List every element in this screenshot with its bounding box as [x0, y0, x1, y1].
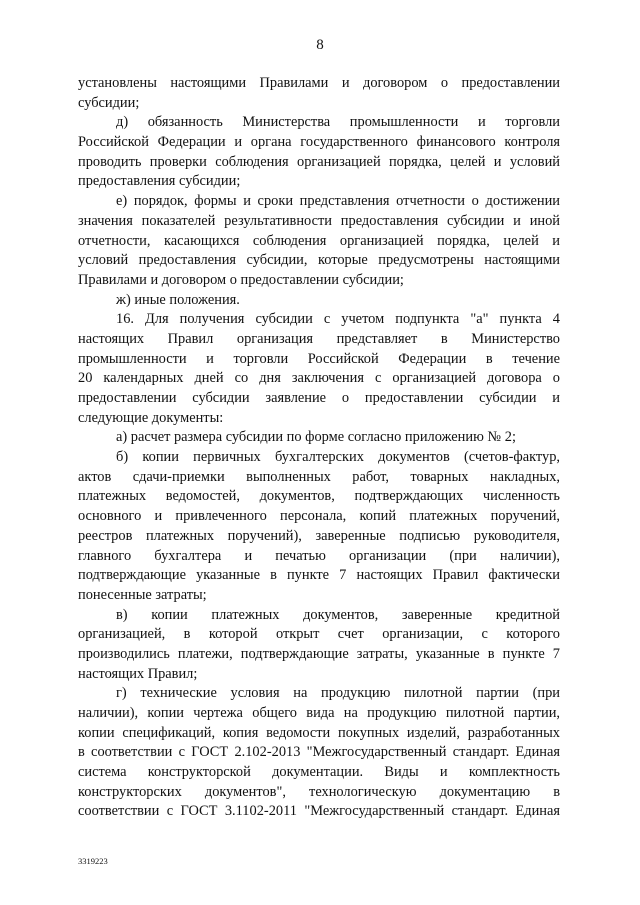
text-line: 16. Для получения субсидии с учетом подпункта "а" пункта 4: [116, 311, 560, 328]
document-body: [78, 74, 560, 822]
text-line: предоставления субсидии;: [78, 173, 241, 190]
paragraph: [78, 291, 560, 311]
page-number: 8: [316, 37, 324, 53]
text-line: в) копии платежных документов, заверенные кредитной: [116, 606, 560, 623]
paragraph: [78, 428, 560, 448]
paragraph: [78, 74, 560, 113]
text-line: б) копии первичных бухгалтерских документов (счетов-фактур,: [116, 449, 560, 466]
document-code: 3319223: [78, 856, 108, 866]
text-line: подтверждающие указанные в пункте 7 настоящих Правил фактически: [78, 567, 560, 584]
text-line: а) расчет размера субсидии по форме согласно приложению № 2;: [116, 429, 516, 446]
text-line: настоящих Правил;: [78, 665, 198, 682]
text-line: значения показателей результативности предоставления субсидии и иной: [78, 212, 560, 229]
text-line: производились платежи, подтверждающие затраты, указанные в пункте 7: [78, 645, 560, 662]
text-line: актов сдачи-приемки выполненных работ, товарных накладных,: [78, 468, 560, 485]
text-line: главного бухгалтера и печатью организации (при наличии),: [78, 547, 560, 564]
paragraph: [78, 684, 560, 822]
text-line: проводить проверки соблюдения организацией порядка, целей и условий: [78, 153, 560, 170]
paragraph: [78, 310, 560, 428]
text-line: реестров платежных поручений), заверенные подписью руководителя,: [78, 527, 560, 544]
paragraph: [78, 113, 560, 192]
text-line: Правилами и договором о предоставлении субсидии;: [78, 271, 404, 288]
text-line: установлены настоящими Правилами и договором о предоставлении: [78, 75, 560, 91]
text-line: 20 календарных дней со дня заключения с организацией договора о: [78, 370, 560, 387]
text-line: в соответствии с ГОСТ 2.102-2013 "Межгосударственный стандарт. Единая: [78, 744, 560, 761]
text-line: понесенные затраты;: [78, 586, 207, 603]
text-line: конструкторских документов", технологическую документацию в: [78, 783, 560, 800]
text-line: отчетности, касающихся соблюдения организацией порядка, целей и: [78, 232, 560, 249]
text-line: условий предоставления субсидии, которые предусмотрены настоящими: [78, 252, 560, 269]
paragraph: [78, 606, 560, 685]
text-line: копии спецификаций, копия ведомости покупных изделий, разработанных: [78, 724, 560, 741]
text-line: д) обязанность Министерства промышленности и торговли: [116, 114, 560, 131]
text-line: Российской Федерации и органа государственного финансового контроля: [78, 134, 560, 151]
text-line: организацией, в которой открыт счет организации, с которого: [78, 626, 560, 643]
text-line: платежных ведомостей, документов, подтверждающих численность: [78, 488, 560, 505]
paragraph: [78, 448, 560, 606]
text-line: ж) иные положения.: [116, 291, 240, 308]
text-line: настоящих Правил организация представляет в Министерство: [78, 330, 560, 347]
text-line: г) технические условия на продукцию пилотной партии (при: [116, 685, 560, 702]
text-line: предоставлении субсидии заявление о предоставлении субсидии и: [78, 390, 560, 406]
paragraph: [78, 192, 560, 290]
text-line: промышленности и торговли Российской Федерации в течение: [78, 350, 560, 367]
text-line: субсидии;: [78, 94, 140, 111]
text-line: основного и привлеченного персонала, копий платежных поручений,: [78, 508, 560, 525]
text-line: соответствии с ГОСТ 3.1102-2011 "Межгосударственный стандарт. Единая: [78, 803, 560, 820]
text-line: наличии), копии чертежа общего вида на продукцию пилотной партии,: [78, 705, 560, 721]
text-line: система конструкторской документации. Виды и комплектность: [78, 764, 560, 781]
text-line: следующие документы:: [78, 409, 224, 426]
text-line: е) порядок, формы и сроки представления отчетности о достижении: [116, 193, 560, 210]
